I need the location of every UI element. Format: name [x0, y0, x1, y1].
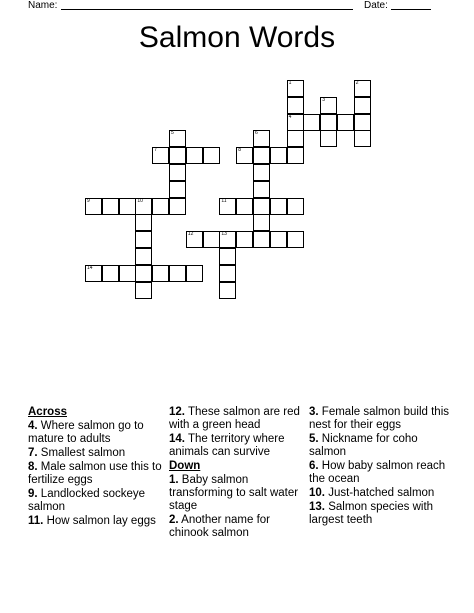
grid-cell[interactable] [152, 198, 169, 215]
grid-cell[interactable] [287, 130, 304, 147]
clue-text: Smallest salmon [40, 447, 126, 459]
grid-cell[interactable] [169, 130, 186, 147]
clue-across-14 [169, 433, 307, 459]
grid-cell[interactable] [253, 214, 270, 231]
grid-cell-number: 4 [288, 113, 292, 120]
grid-cell[interactable] [303, 114, 320, 131]
clue-text: Nickname for coho salmon [309, 433, 418, 458]
grid-cell[interactable] [169, 164, 186, 181]
clue-number: 14. [169, 433, 185, 445]
grid-cell[interactable] [287, 114, 304, 131]
grid-cell[interactable] [186, 265, 203, 282]
grid-cell[interactable] [186, 231, 203, 248]
grid-cell[interactable] [169, 198, 186, 215]
grid-cell[interactable] [287, 231, 304, 248]
grid-cell[interactable] [236, 147, 253, 164]
grid-cell[interactable] [219, 248, 236, 265]
grid-cell[interactable] [236, 231, 253, 248]
clue-down-3 [309, 406, 451, 432]
grid-cell[interactable] [236, 198, 253, 215]
clue-down-2 [169, 514, 307, 540]
clue-text: Male salmon use this to fertilize eggs [28, 461, 162, 486]
grid-cell[interactable] [320, 114, 337, 131]
grid-cell-number: 1 [288, 80, 292, 86]
clue-text: Landlocked sockeye salmon [28, 488, 146, 513]
clue-number: 10. [309, 487, 325, 499]
clue-down-6 [309, 460, 451, 486]
grid-cell[interactable] [337, 114, 354, 131]
across-heading: Across [28, 406, 67, 418]
grid-cell[interactable] [287, 147, 304, 164]
grid-cell[interactable] [85, 265, 102, 282]
grid-cell-number: 5 [171, 130, 174, 137]
grid-cell[interactable] [270, 147, 287, 164]
clue-across-8 [28, 461, 168, 487]
grid-cell[interactable] [152, 147, 169, 164]
clue-number: 4. [28, 420, 38, 432]
grid-cell-number: 12 [187, 231, 194, 238]
clue-number: 5. [309, 433, 319, 445]
clue-down-13 [309, 501, 451, 527]
grid-cell-number: 10 [137, 197, 143, 204]
grid-cell[interactable] [253, 147, 270, 164]
clue-down-1 [169, 474, 307, 513]
clue-text: Just-hatched salmon [328, 487, 435, 499]
clue-text: Baby salmon transforming to salt water stage [169, 474, 299, 512]
clue-number: 12. [169, 406, 185, 418]
down-heading: Down [169, 460, 201, 472]
date-label: Date: [364, 0, 388, 11]
clue-number: 3. [309, 406, 319, 418]
clue-across-7 [28, 447, 168, 460]
grid-cell[interactable] [102, 265, 119, 282]
grid-cell-number: 8 [238, 147, 241, 154]
grid-cell[interactable] [219, 198, 236, 215]
grid-cell[interactable] [219, 231, 236, 248]
grid-cell[interactable] [135, 214, 152, 231]
clue-across-11 [28, 515, 168, 528]
name-label: Name: [28, 0, 58, 11]
grid-cell-number: 9 [87, 197, 90, 204]
grid-cell[interactable] [102, 198, 119, 215]
clue-down-10 [309, 487, 451, 500]
grid-cell[interactable] [203, 147, 220, 164]
grid-cell[interactable] [287, 80, 304, 97]
grid-cell[interactable] [253, 181, 270, 198]
grid-cell-number: 7 [154, 147, 157, 154]
grid-cell[interactable] [119, 198, 136, 215]
clue-text: Female salmon build this nest for their eggs [309, 406, 449, 431]
grid-cell[interactable] [135, 282, 152, 299]
clue-across-4 [28, 420, 168, 446]
grid-cell[interactable] [253, 231, 270, 248]
clue-number: 9. [28, 488, 38, 500]
clue-column-3 [309, 406, 451, 528]
clue-text: Salmon species with largest teeth [309, 501, 434, 526]
grid-cell-number: 14 [87, 264, 93, 271]
grid-cell[interactable] [270, 198, 287, 215]
clue-number: 7. [28, 447, 38, 459]
clue-number: 8. [28, 461, 38, 473]
grid-cell[interactable] [169, 181, 186, 198]
grid-cell[interactable] [219, 282, 236, 299]
clue-across-9 [28, 488, 168, 514]
clue-column-1 [28, 406, 168, 529]
clue-number: 1. [169, 474, 179, 486]
grid-cell[interactable] [119, 265, 136, 282]
grid-cell[interactable] [169, 265, 186, 282]
grid-cell[interactable] [135, 248, 152, 265]
grid-cell[interactable] [253, 198, 270, 215]
grid-cell[interactable] [169, 147, 186, 164]
clue-number: 13. [309, 501, 325, 513]
grid-cell[interactable] [354, 130, 371, 147]
clue-text: How baby salmon reach the ocean [309, 460, 446, 485]
clue-across-12 [169, 406, 307, 432]
grid-cell[interactable] [152, 265, 169, 282]
grid-cell[interactable] [135, 265, 152, 282]
grid-cell-number: 13 [221, 231, 227, 238]
grid-cell[interactable] [186, 147, 203, 164]
clue-text: These salmon are red with a green head [169, 406, 300, 431]
grid-cell[interactable] [320, 97, 337, 114]
clue-text: Another name for chinook salmon [169, 514, 271, 539]
grid-cell[interactable] [219, 265, 236, 282]
clue-number: 2. [169, 514, 179, 526]
grid-cell[interactable] [85, 198, 102, 215]
clue-number: 6. [309, 460, 319, 472]
grid-cell[interactable] [135, 231, 152, 248]
clue-down-5 [309, 433, 451, 459]
grid-cell-number: 6 [255, 130, 258, 137]
grid-cell[interactable] [135, 198, 152, 215]
clue-column-2 [169, 406, 307, 541]
grid-cell[interactable] [253, 164, 270, 181]
clue-text: The territory where animals can survive [169, 433, 285, 458]
grid-cell[interactable] [287, 97, 304, 114]
grid-cell[interactable] [354, 97, 371, 114]
grid-cell[interactable] [203, 231, 220, 248]
clue-text: Where salmon go to mature to adults [28, 420, 144, 445]
grid-cell-number: 2 [355, 80, 359, 86]
grid-cell[interactable] [354, 114, 371, 131]
grid-cell[interactable] [354, 80, 371, 97]
grid-cell[interactable] [270, 231, 287, 248]
grid-cell-number: 11 [221, 197, 227, 204]
grid-cell[interactable] [287, 198, 304, 215]
grid-cell[interactable] [253, 130, 270, 147]
clue-text: How salmon lay eggs [46, 515, 156, 527]
clue-number: 11. [28, 515, 44, 527]
grid-cell-number: 3 [322, 96, 325, 103]
page-title: Salmon Words [138, 21, 336, 54]
grid-cell[interactable] [320, 130, 337, 147]
